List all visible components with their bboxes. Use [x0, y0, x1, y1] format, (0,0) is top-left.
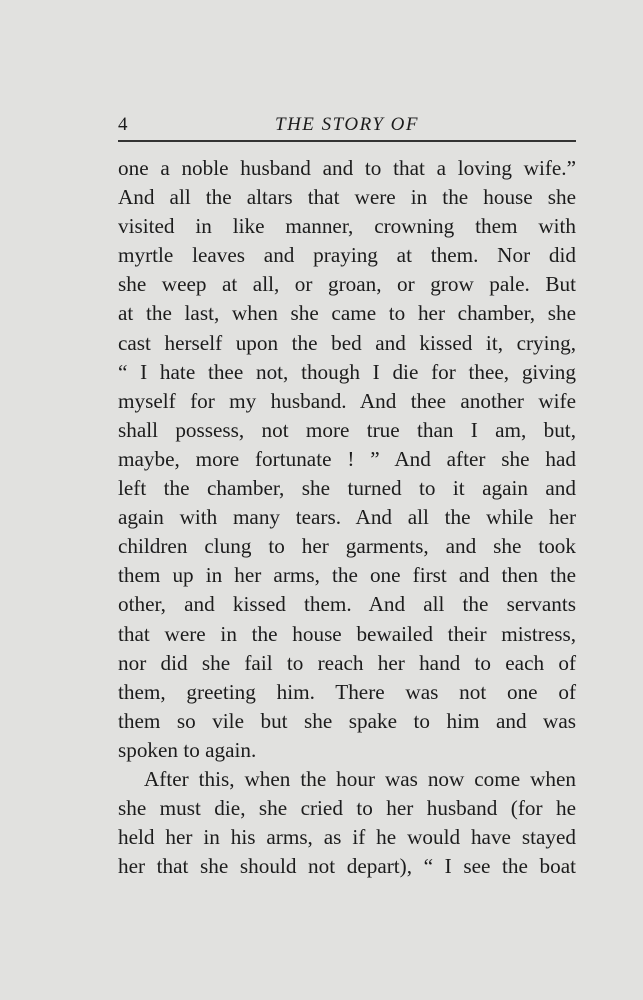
text-line: And all the altars that were in the house she: [118, 185, 576, 210]
text-line: her that she should not depart), “ I see the boat: [118, 854, 576, 879]
body-text: [118, 154, 576, 881]
text-line: left the chamber, she turned to it again and: [118, 476, 576, 501]
text-line: again with many tears. And all the while her: [118, 505, 576, 530]
text-line: “ I hate thee not, though I die for thee, giving: [118, 359, 576, 384]
text-line: them so vile but she spake to him and was: [118, 708, 576, 733]
text-line: myself for my husband. And thee another wife: [118, 388, 576, 413]
text-line: nor did she fail to reach her hand to each of: [118, 650, 576, 675]
page-header: [118, 112, 576, 142]
page-number: 4: [118, 114, 128, 135]
text-line: at the last, when she came to her chamber, she: [118, 301, 576, 326]
text-line: visited in like manner, crowning them with: [118, 214, 576, 239]
text-line: one a noble husband and to that a loving wife.”: [118, 156, 576, 180]
running-title: THE STORY OF: [275, 114, 419, 135]
text-line: she weep at all, or groan, or grow pale. But: [118, 272, 576, 297]
text-line: held her in his arms, as if he would have stayed: [118, 825, 576, 850]
text-line: them, greeting him. There was not one of: [118, 679, 576, 704]
text-line: other, and kissed them. And all the servants: [118, 592, 576, 617]
text-line: children clung to her garments, and she took: [118, 534, 576, 559]
text-line: she must die, she cried to her husband (for he: [118, 796, 576, 821]
text-line: shall possess, not more true than I am, but,: [118, 417, 576, 442]
text-line: spoken to again.: [118, 737, 257, 762]
text-line: them up in her arms, the one first and then the: [118, 563, 576, 588]
text-line: After this, when the hour was now come when: [144, 766, 576, 791]
text-line: that were in the house bewailed their mistress,: [118, 621, 576, 646]
text-line: myrtle leaves and praying at them. Nor did: [118, 243, 576, 268]
text-line: cast herself upon the bed and kissed it, crying,: [118, 330, 576, 355]
text-line: maybe, more fortunate ! ” And after she had: [118, 446, 576, 471]
